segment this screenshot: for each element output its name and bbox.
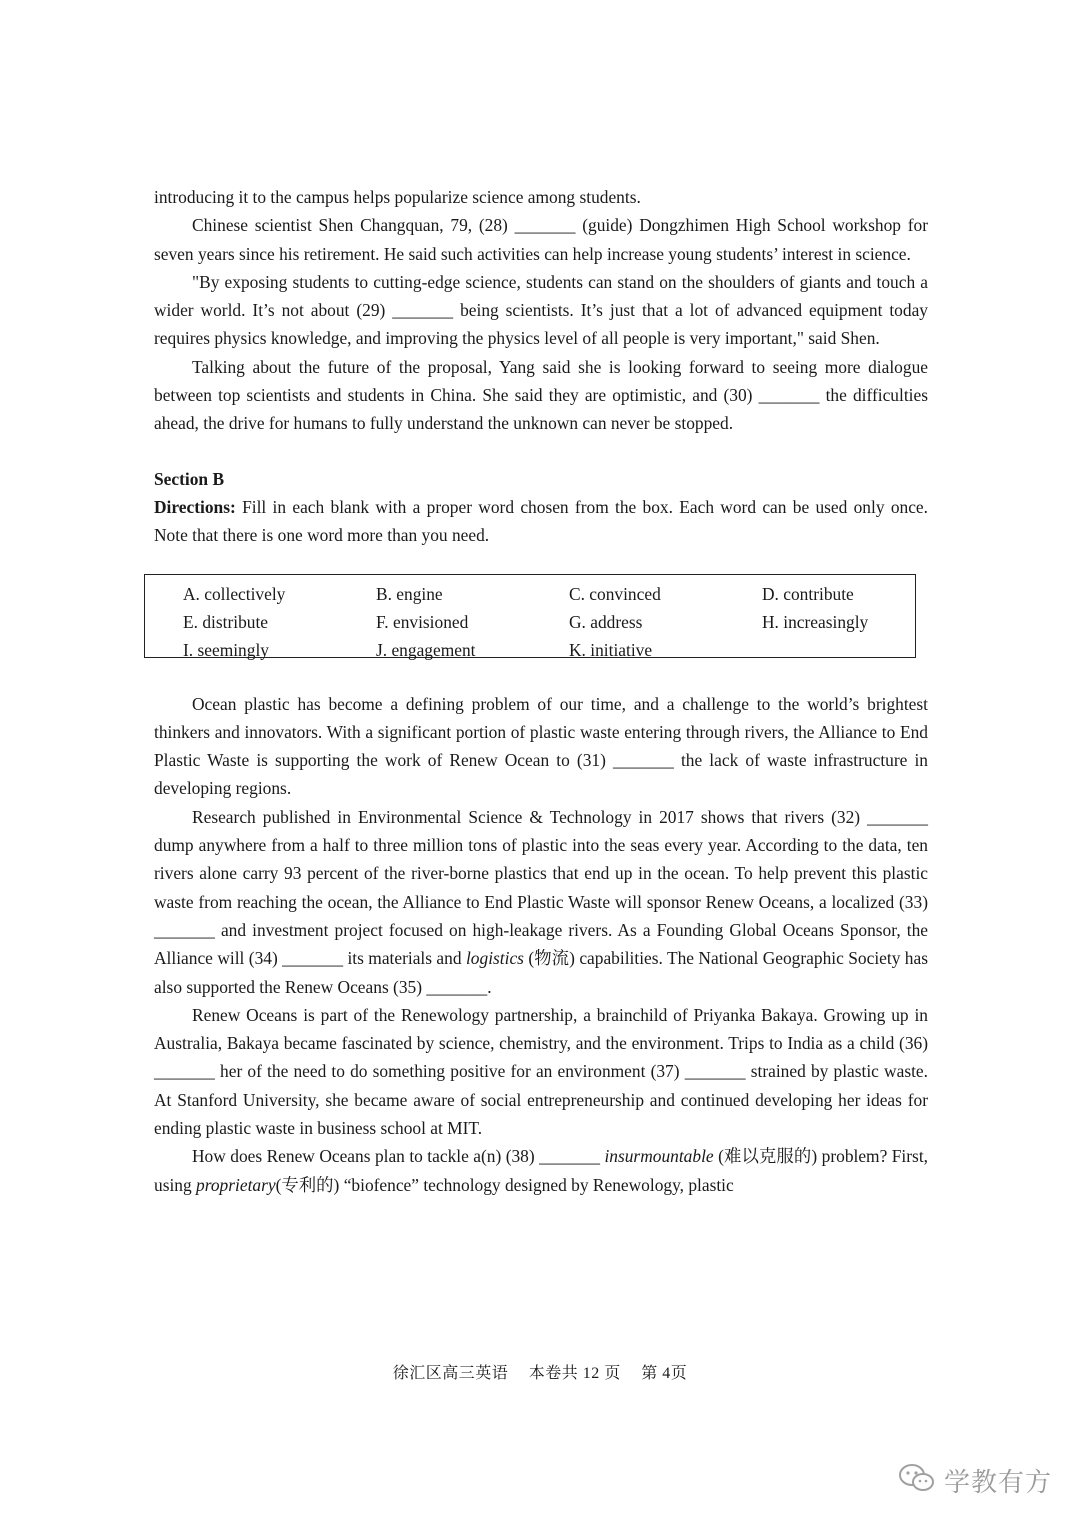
- paragraph: Chinese scientist Shen Changquan, 79, (28) _______ (guide) Dongzhimen High School workshop for seven years since his retirement. He said such activities can help increase young students’ interest in science.: [154, 215, 928, 264]
- directions-label: Directions:: [154, 496, 236, 517]
- directions: [154, 493, 928, 550]
- paragraph: Talking about the future of the proposal, Yang said she is looking forward to seeing more dialogue between top scientists and students in China. She said they are optimistic, and (30) _______ the difficulties ahead, the drive for humans to fully understand the unknown can never be stopped.: [154, 356, 928, 434]
- watermark-text: 学教有方: [944, 1467, 1053, 1498]
- paragraph: Renew Oceans is part of the Renewology partnership, a brainchild of Priyanka Bakaya. Growing up in Australia, Bakaya became fascinated by science, chemistry, and the environment. Trips to India as a child (36) _______ her of the need to do something positive for an environment (37) _______ strained by plastic waste. At Stanford University, she became aware of social entrepreneurship and continued developing her ideas for ending plastic waste in business school at MIT.: [154, 1004, 928, 1139]
- text-run: (难以克服的) problem? First, using: [154, 1146, 928, 1195]
- section-title: Section B: [154, 468, 225, 489]
- footer-page: 第 4页: [641, 1365, 688, 1382]
- word-box: [144, 574, 916, 658]
- paragraph: [154, 1142, 928, 1199]
- paragraph: Ocean plastic has become a defining problem of our time, and a challenge to the world’s brightest thinkers and innovators. With a significant portion of plastic waste entering through rivers, the Alliance to End Plastic Waste is supporting the work of Renew Ocean to (31) _______ the lack of waste infrastructure in developing regions.: [154, 693, 928, 799]
- option: G. address: [569, 611, 643, 632]
- option: C. convinced: [569, 583, 661, 604]
- wechat-icon: [898, 1462, 936, 1499]
- option: D. contribute: [762, 583, 854, 604]
- option: J. engagement: [376, 639, 476, 660]
- directions-text: Fill in each blank with a proper word chosen from the box. Each word can be used only once. Note that there is one word more than you need.: [154, 496, 928, 546]
- exam-page: [154, 183, 928, 1199]
- option: K. initiative: [569, 639, 653, 660]
- footer-total: 本卷共 12 页: [528, 1365, 621, 1382]
- option: A. collectively: [183, 583, 286, 604]
- italic-term: insurmountable: [604, 1146, 714, 1167]
- option: I. seemingly: [183, 639, 269, 660]
- paragraph: "By exposing students to cutting-edge science, students can stand on the shoulders of giants and touch a wider world. It’s not about (29) _______ being scientists. It’s just that a lot of advanced equipment today requires physics knowledge, and improving the physics level of all people is very important," said Shen.: [154, 271, 928, 349]
- text-run: (物流) capabilities. The National Geographic Society has also supported the Renew Oceans (35) _______.: [154, 948, 928, 997]
- page-footer: [0, 1360, 1080, 1383]
- italic-term: logistics: [465, 948, 524, 969]
- option: F. envisioned: [376, 611, 469, 632]
- paragraph: introducing it to the campus helps popularize science among students.: [154, 187, 641, 207]
- italic-term: proprietary: [196, 1174, 276, 1195]
- footer-title: 徐汇区高三英语: [392, 1365, 509, 1382]
- watermark: [898, 1458, 1052, 1502]
- option: B. engine: [376, 583, 443, 604]
- text-run: (专利的) “biofence” technology designed by Renewology, plastic: [275, 1174, 734, 1195]
- text-run: Research published in Environmental Science & Technology in 2017 shows that rivers (32) _______ dump anywhere from a half to three million tons of plastic into the seas every year. According to the data, ten rivers alone carry 93 percent of the river-borne plastics that end up in the ocean. To help prevent this plastic waste from reaching the ocean, the Alliance to End Plastic Waste will sponsor Renew Oceans, a localized (33) _______ and investment project focused on high-leakage rivers. As a Founding Global Oceans Sponsor, the Alliance will (34) _______ its materials and: [154, 806, 928, 969]
- option: H. increasingly: [762, 611, 869, 632]
- paragraph: [154, 803, 928, 1001]
- option: E. distribute: [183, 611, 269, 632]
- text-run: How does Renew Oceans plan to tackle a(n) (38) _______: [192, 1146, 605, 1167]
